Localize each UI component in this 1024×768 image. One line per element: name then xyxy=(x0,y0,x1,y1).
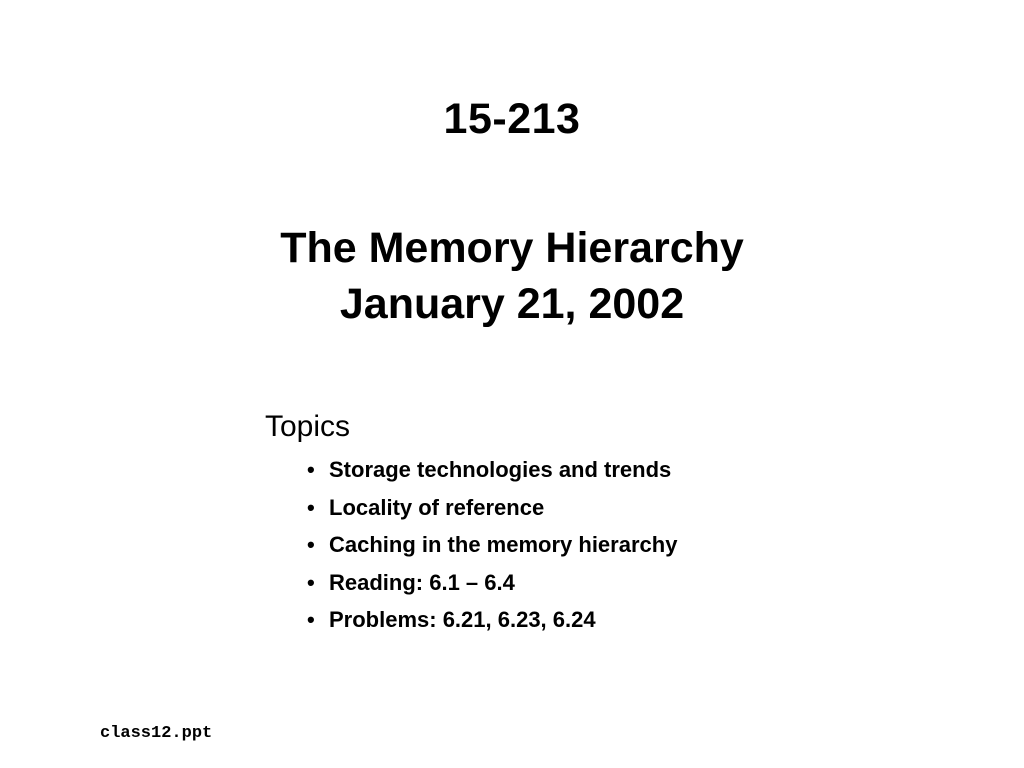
bullet-icon: • xyxy=(307,457,315,482)
bullet-icon: • xyxy=(307,494,315,520)
topic-item xyxy=(307,564,885,602)
topic-item xyxy=(307,451,885,489)
topic-item xyxy=(307,526,885,564)
bullet-icon: • xyxy=(307,532,315,557)
bullet-icon: • xyxy=(307,607,315,632)
topic-text: Reading: 6.1 – 6.4 xyxy=(329,569,515,595)
topic-text: Problems: 6.21, 6.23, 6.24 xyxy=(329,607,596,632)
topics-section xyxy=(265,407,885,639)
course-number: 15-213 xyxy=(443,95,581,143)
bullet-icon: • xyxy=(307,569,315,595)
slide-title-block xyxy=(0,220,1024,332)
topic-item xyxy=(307,489,885,527)
topics-heading: Topics xyxy=(265,410,351,443)
topic-text: Locality of reference xyxy=(329,494,545,520)
slide-date: January 21, 2002 xyxy=(339,280,685,328)
topic-item xyxy=(307,601,885,639)
topics-list xyxy=(265,451,885,639)
slide-title: The Memory Hierarchy xyxy=(280,224,744,272)
footer-filename: class12.ppt xyxy=(100,724,213,743)
topic-text: Caching in the memory hierarchy xyxy=(329,532,678,557)
topic-text: Storage technologies and trends xyxy=(329,457,672,482)
